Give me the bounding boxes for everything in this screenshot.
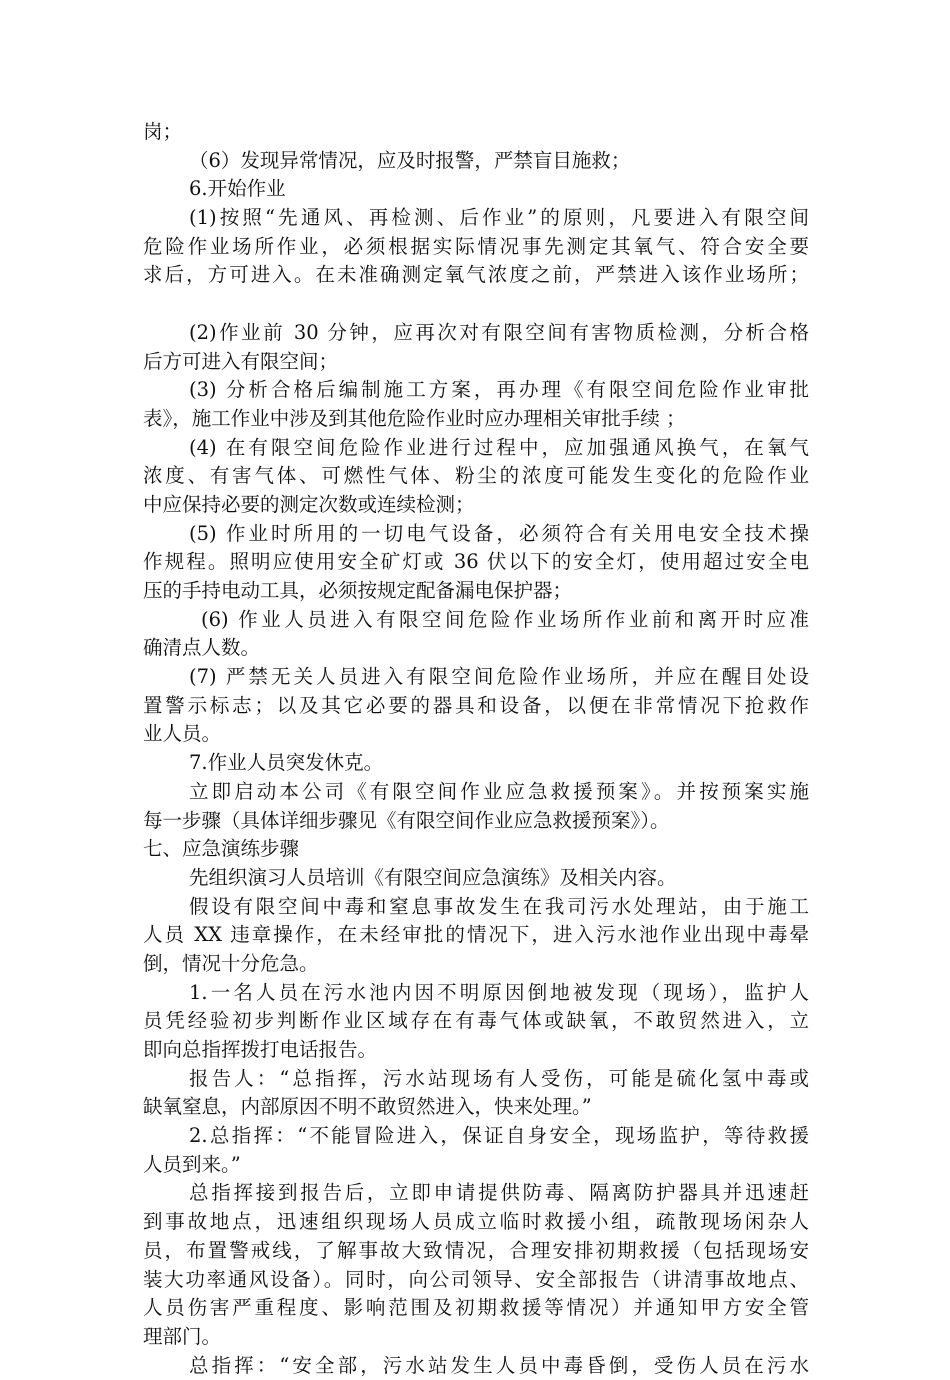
text-line: 人员到来。” — [143, 1152, 241, 1176]
text-line: (1)按照“先通风、再检测、后作业”的原则，凡要进入有限空间 — [189, 206, 809, 230]
text-line: 人员伤害严重程度、影响范围及初期救援等情况）并通知甲方安全管 — [143, 1296, 809, 1320]
text-line: 立即启动本公司《有限空间作业应急救援预案》。并按预案实施 — [189, 779, 809, 803]
text-line: (2)作业前 30 分钟，应再次对有限空间有害物质检测，分析合格 — [189, 320, 809, 344]
text-line: 到事故地点，迅速组织现场人员成立临时救援小组，疏散现场闲杂人 — [143, 1210, 809, 1234]
text-line: 岗； — [143, 120, 183, 143]
text-line: 1.一名人员在污水池内因不明原因倒地被发现（现场），监护人 — [189, 980, 809, 1004]
text-line: 业人员。 — [143, 722, 222, 746]
text-line: 中应保持必要的测定次数或连续检测； — [143, 492, 475, 516]
text-line: 压的手持电动工具，必须按规定配备漏电保护器； — [143, 579, 573, 602]
text-line: (7) 严禁无关人员进入有限空间危险作业场所，并应在醒目处设 — [189, 665, 809, 689]
document-page — [143, 118, 809, 1380]
text-line: (6) 作业人员进入有限空间危险作业场所作业前和离开时应准 — [201, 607, 809, 631]
text-line: 员凭经验初步判断作业区域存在有毒气体或缺氧，不敢贸然进入，立 — [143, 1009, 809, 1033]
text-line: 装大功率通风设备）。同时，向公司领导、安全部报告（讲清事故地点、 — [143, 1267, 809, 1291]
text-line: 即向总指挥拨打电话报告。 — [143, 1038, 378, 1061]
text-line: 浓度、有害气体、可燃性气体、粉尘的浓度可能发生变化的危险作业 — [143, 464, 809, 488]
text-line: 人员 XX 违章操作，在未经审批的情况下，进入污水池作业出现中毒晕 — [143, 923, 809, 947]
text-line: (5) 作业时所用的一切电气设备，必须符合有关用电安全技术操 — [189, 521, 809, 545]
text-line: 总指挥：“安全部，污水站发生人员中毒昏倒，受伤人员在污水 — [189, 1353, 809, 1377]
text-line: 7.作业人员突发休克。 — [189, 751, 384, 775]
text-line: 确清点人数。 — [143, 636, 261, 660]
text-line: 报告人：“总指挥，污水站现场有人受伤，可能是硫化氢中毒或 — [189, 1066, 809, 1090]
blank-line — [143, 290, 809, 319]
text-line: 置警示标志；以及其它必要的器具和设备，以便在非常情况下抢救作 — [143, 693, 809, 717]
text-line: 先组织演习人员培训《有限空间应急演练》及相关内容。 — [189, 865, 677, 889]
text-line: 理部门。 — [143, 1324, 222, 1348]
text-line: 每一步骤（具体详细步骤见《有限空间作业应急救援预案》）。 — [143, 808, 670, 832]
text-line: 假设有限空间中毒和窒息事故发生在我司污水处理站，由于施工 — [189, 894, 809, 918]
text-line: 作规程。照明应使用安全矿灯或 36 伏以下的安全灯，使用超过安全电 — [143, 550, 809, 574]
text-line: 后方可进入有限空间； — [143, 349, 339, 373]
text-line: 员，布置警戒线，了解事故大致情况，合理安排初期救援（包括现场安 — [143, 1238, 809, 1262]
section-heading: 七、应急演练步骤 — [143, 837, 300, 861]
text-line: 总指挥接到报告后，立即申请提供防毒、隔离防护器具并迅速赶 — [189, 1181, 809, 1205]
text-line: 2.总指挥：“不能冒险进入，保证自身安全，现场监护，等待救援 — [189, 1124, 809, 1148]
text-line: （6）发现异常情况，应及时报警，严禁盲目施救； — [189, 148, 631, 172]
text-line: 倒，情况十分危急。 — [143, 951, 319, 975]
text-line: (4) 在有限空间危险作业进行过程中，应加强通风换气，在氧气 — [189, 435, 809, 459]
text-line: 危险作业场所作业，必须根据实际情况事先测定其氧气、符合安全要 — [143, 234, 809, 258]
text-line: 6.开始作业 — [189, 177, 286, 201]
text-line: 缺氧窒息，内部原因不明不敢贸然进入，快来处理。” — [143, 1095, 592, 1119]
text-line: 求后，方可进入。在未准确测定氧气浓度之前，严禁进入该作业场所； — [143, 263, 809, 287]
text-line: (3) 分析合格后编制施工方案，再办理《有限空间危险作业审批 — [189, 378, 809, 402]
text-line: 表》，施工作业中涉及到其他危险作业时应办理相关审批手续 ； — [143, 406, 686, 430]
